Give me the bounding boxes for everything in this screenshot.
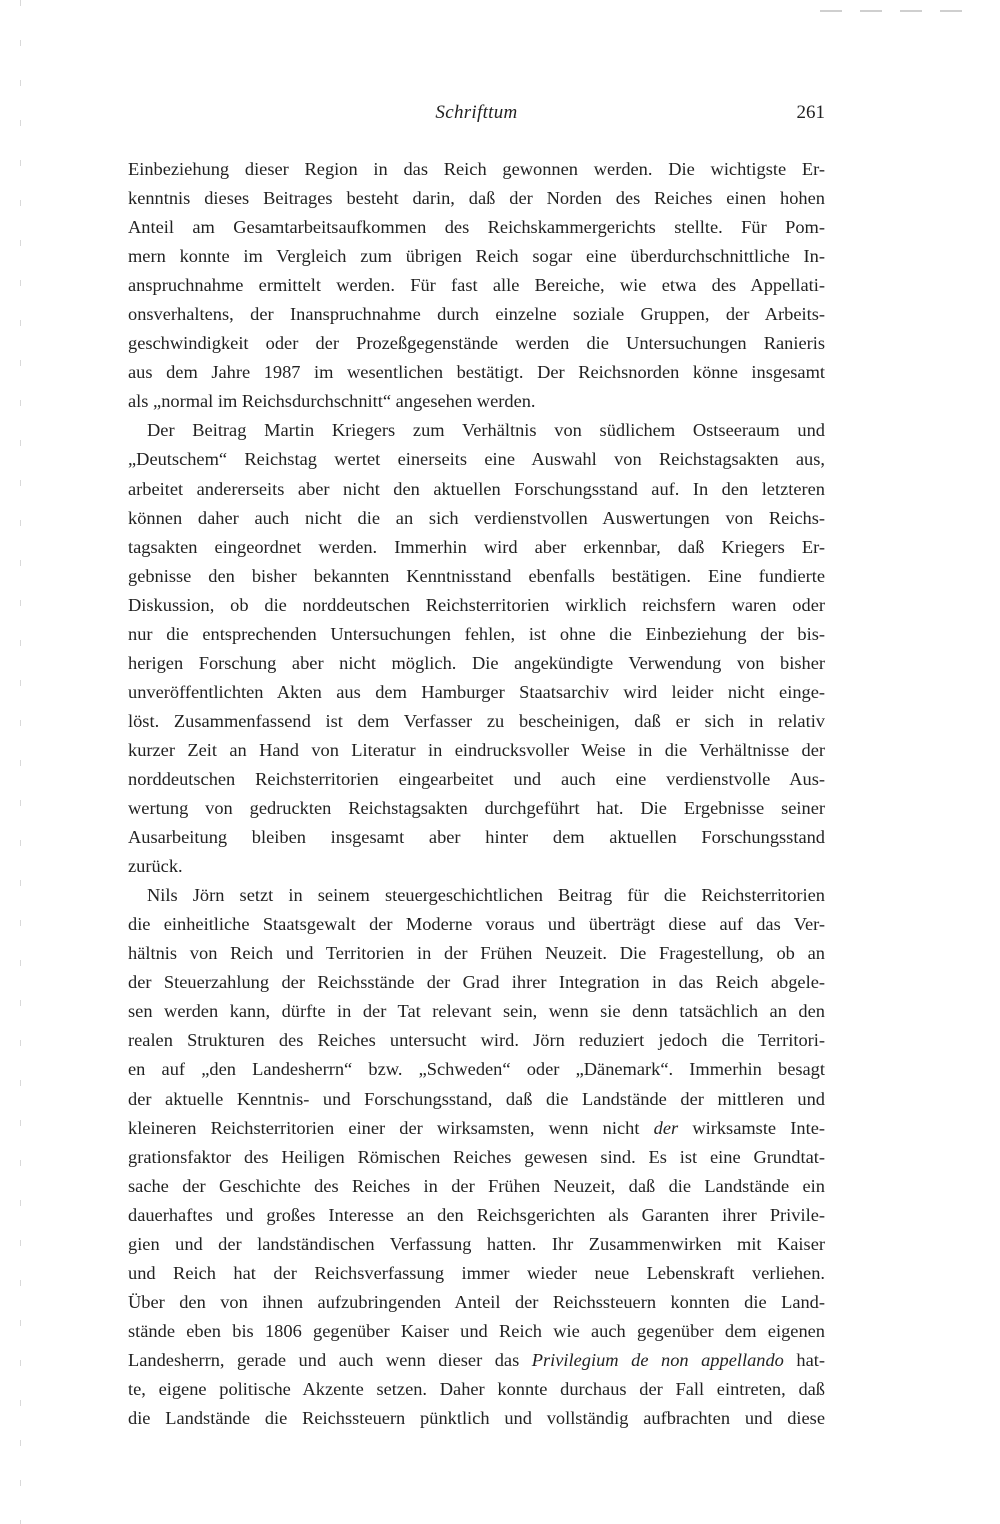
scan-top-marks [820, 10, 970, 12]
text-line: der Steuerzahlung der Reichsstände der Grad ihrer Integration in das Reich abgele- [128, 972, 825, 993]
text-line: en auf „den Landesherrn“ bzw. „Schweden“ oder „Dänemark“. Immerhin besagt [128, 1059, 825, 1080]
text-line: der aktuelle Kenntnis- und Forschungsstand, daß die Landstände der mittleren und [128, 1088, 825, 1109]
text-run: hat- [783, 1349, 825, 1370]
text-line: können daher auch nicht die an sich verdienstvollen Auswertungen von Reichs- [128, 507, 825, 528]
text-line: grationsfaktor des Heiligen Römischen Reiches gewesen sind. Es ist eine Grundtat- [128, 1146, 825, 1167]
text-line: gien und der landständischen Verfassung hatten. Ihr Zusammenwirken mit Kaiser [128, 1233, 825, 1254]
text-line: Ausarbeitung bleiben insgesamt aber hinter dem aktuellen Forschungsstand [128, 827, 825, 848]
running-title: Schrifttum [435, 102, 518, 123]
emphasis-text: der [653, 1117, 679, 1138]
text-line: realen Strukturen des Reiches untersucht wird. Jörn reduziert jedoch die Territori- [128, 1030, 825, 1051]
running-head [128, 102, 825, 132]
text-line: te, eigene politische Akzente setzen. Daher konnte durchaus der Fall eintreten, daß [128, 1378, 825, 1399]
text-line: herigen Forschung aber nicht möglich. Die angekündigte Verwendung von bisher [128, 652, 825, 673]
text-line: hältnis von Reich und Territorien in der Frühen Neuzeit. Die Fragestellung, ob an [128, 943, 825, 964]
text-line: onsverhaltens, der Inanspruchnahme durch einzelne soziale Gruppen, der Arbeits- [128, 304, 825, 325]
text-line: wertung von gedruckten Reichstagsakten durchgeführt hat. Die Ergebnisse seiner [128, 798, 825, 819]
text-line: kenntnis dieses Beitrages besteht darin, daß der Norden des Reiches einen hohen [128, 188, 825, 209]
body-text [128, 155, 825, 1433]
text-line [128, 1114, 825, 1143]
text-line: nur die entsprechenden Untersuchungen fehlen, ist ohne die Einbeziehung der bis- [128, 623, 825, 644]
text-line: zurück. [128, 856, 183, 877]
text-line: mern konnte im Vergleich zum übrigen Reich sogar eine überdurchschnittliche In- [128, 246, 825, 267]
text-run: kleineren Reichsterritorien einer der wirksamsten, wenn nicht [128, 1117, 654, 1138]
text-line: die einheitliche Staatsgewalt der Moderne voraus und überträgt diese auf das Ver- [128, 914, 825, 935]
text-line: unveröffentlichten Akten aus dem Hamburger Staatsarchiv wird leider nicht einge- [128, 681, 825, 702]
text-line: aus dem Jahre 1987 im wesentlichen bestätigt. Der Reichsnorden könne insgesamt [128, 362, 825, 383]
text-line: als „normal im Reichsdurchschnitt“ angesehen werden. [128, 391, 536, 412]
text-line: sache der Geschichte des Reiches in der Frühen Neuzeit, daß die Landstände ein [128, 1175, 825, 1196]
text-line: „Deutschem“ Reichstag wertet einerseits eine Auswahl von Reichstagsakten aus, [128, 449, 825, 470]
text-line: Diskussion, ob die norddeutschen Reichsterritorien wirklich reichsfern waren oder [128, 594, 825, 615]
text-line: dauerhaftes und großes Interesse an den Reichsgerichten als Garanten ihrer Privile- [128, 1204, 825, 1225]
text-line: gebnisse den bisher bekannten Kenntnisstand ebenfalls bestätigen. Eine fundierte [128, 565, 825, 586]
text-run: Landesherrn, gerade und auch wenn dieser das [128, 1349, 532, 1370]
text-line: sen werden kann, dürfte in der Tat relevant sein, wenn sie denn tatsächlich an den [128, 1001, 825, 1022]
text-run: wirksamste Inte- [678, 1117, 825, 1138]
emphasis-text: Privilegium de non appellando [531, 1349, 784, 1370]
text-line: die Landstände die Reichssteuern pünktlich und vollständig aufbrachten und diese [128, 1408, 825, 1429]
text-line: anspruchnahme ermittelt werden. Für fast alle Bereiche, wie etwa des Appellati- [128, 275, 825, 296]
text-line: Anteil am Gesamtarbeitsaufkommen des Reichskammergerichts stellte. Für Pom- [128, 217, 825, 238]
text-line: arbeitet andererseits aber nicht den aktuellen Forschungsstand auf. In den letzteren [128, 478, 825, 499]
text-line [128, 1346, 825, 1375]
text-line: löst. Zusammenfassend ist dem Verfasser zu bescheinigen, daß er sich in relativ [128, 710, 825, 731]
text-line: geschwindigkeit oder der Prozeßgegenstände werden die Untersuchungen Ranieris [128, 333, 825, 354]
text-line: und Reich hat der Reichsverfassung immer wieder neue Lebenskraft verliehen. [128, 1262, 825, 1283]
text-line: Der Beitrag Martin Kriegers zum Verhältnis von südlichem Ostseeraum und [147, 420, 825, 441]
text-line: tagsakten eingeordnet werden. Immerhin wird aber erkennbar, daß Kriegers Er- [128, 536, 825, 557]
scan-edge-marks [20, 0, 21, 1524]
text-line: Über den von ihnen aufzubringenden Anteil der Reichssteuern konnten die Land- [128, 1291, 825, 1312]
page-number: 261 [796, 102, 825, 123]
text-line: Nils Jörn setzt in seinem steuergeschichtlichen Beitrag für die Reichsterritorien [147, 885, 825, 906]
text-line: stände eben bis 1806 gegenüber Kaiser und Reich wie auch gegenüber dem eigenen [128, 1320, 825, 1341]
text-line: Einbeziehung dieser Region in das Reich gewonnen werden. Die wichtigste Er- [128, 159, 825, 179]
text-line: norddeutschen Reichsterritorien eingearbeitet und auch eine verdienstvolle Aus- [128, 768, 825, 789]
text-line: kurzer Zeit an Hand von Literatur in eindrucksvoller Weise in die Verhältnisse der [128, 739, 825, 760]
